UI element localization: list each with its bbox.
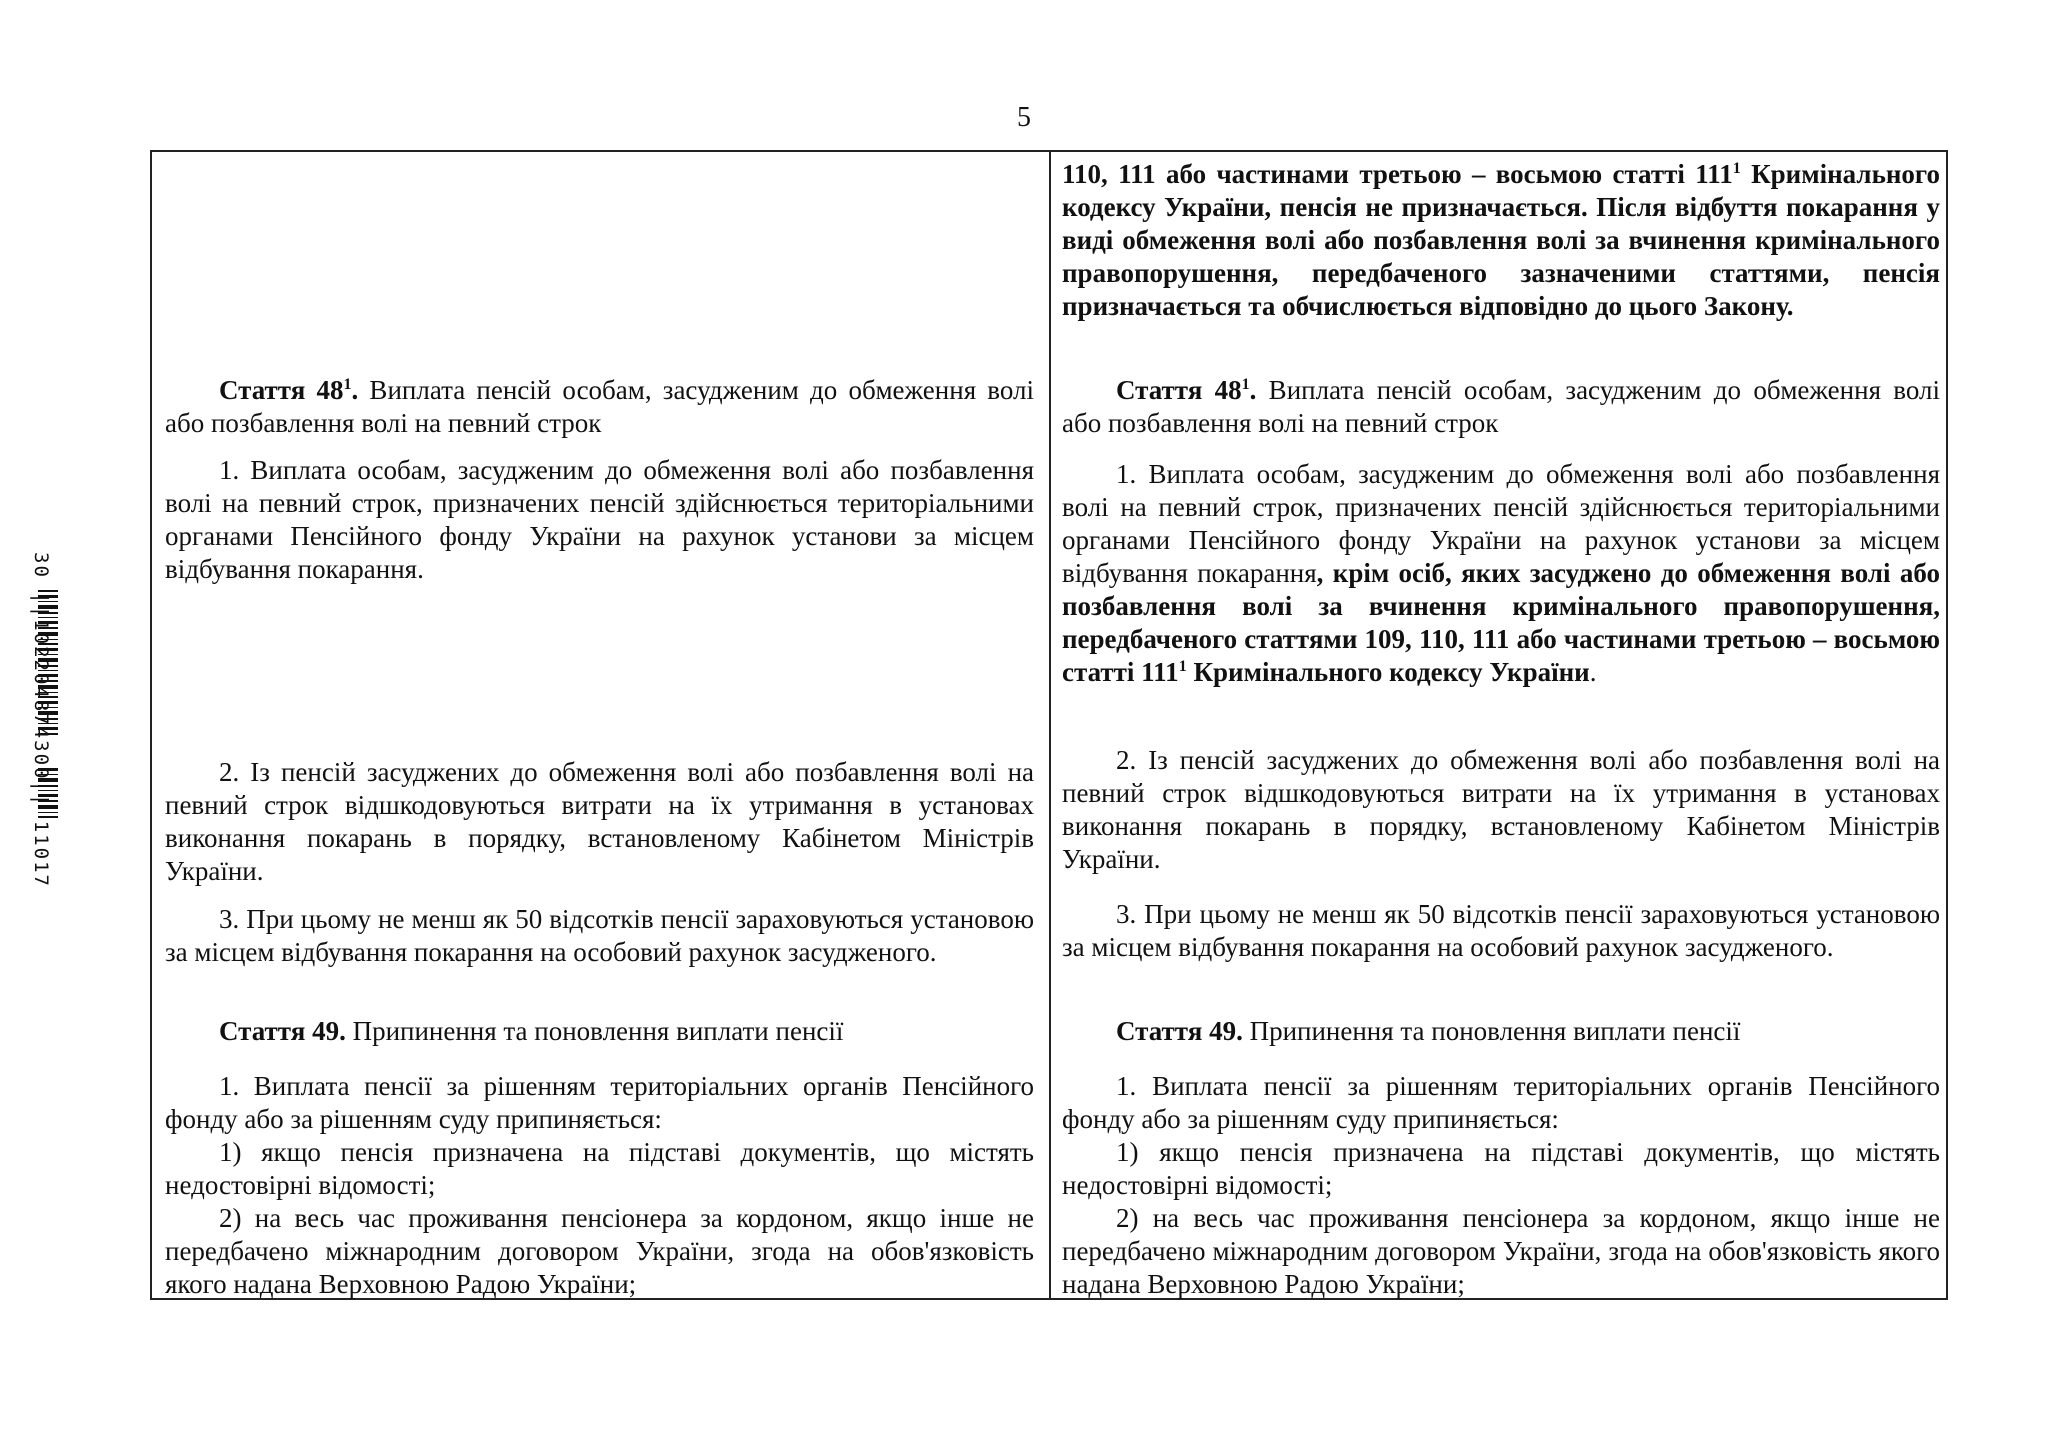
right-article-49-heading: Стаття 49. Припинення та поновлення виплати пенсії: [1116, 1016, 1741, 1046]
page-number: 5: [1017, 102, 1031, 133]
right-article-48-1-p1: 1. Виплата особам, засудженим до обмеження волі або позбавлення волі на певний строк, призначених пенсій здійснюється територіальними органами Пенсійного фонду України на рахунок установи за місцем відбування покарання, крім осіб, яких засуджено до обмеження волі або позбавлення волі за вчинення кримінального правопорушення, передбаченого статтями 109, 110, 111 або частинами третьою – восьмою статті $111^1$ Кримінального кодексу України.: [1062, 459, 1940, 687]
barcode-code: 30 ||102204874300|| 11017: [30, 552, 52, 888]
comparison-table: [150, 150, 1948, 1300]
left-article-48-1-p3: 3. При цьому не менш як 50 відсотків пенсії зараховуються установою за місцем відбування покарання на особовий рахунок засудженого.: [165, 904, 1034, 967]
left-article-49-heading: Стаття 49. Припинення та поновлення виплати пенсії: [219, 1016, 844, 1046]
left-article-48-1-p1: 1. Виплата особам, засудженим до обмеження волі або позбавлення волі на певний строк, призначених пенсій здійснюється територіальними органами Пенсійного фонду України на рахунок установи за місцем відбування покарання.: [165, 455, 1034, 584]
column-divider: [1049, 152, 1051, 1298]
right-continuation: 110, 111 або частинами третьою – восьмою статті $111^1$ Кримінального кодексу України, пенсія не призначається. Після відбуття покарання у виді обмеження волі або позбавлення волі за вчинення кримінального правопорушення, передбаченого зазначеними статтями, пенсія призначається та обчислюється відповідно до цього Закону.: [1062, 159, 1940, 321]
left-article-48-1-heading: Стаття $48^1$. Виплата пенсій особам, засудженим до обмеження волі або позбавлення волі на певний строк: [165, 375, 1034, 438]
right-article-49-body: 1. Виплата пенсії за рішенням територіальних органів Пенсійного фонду або за рішенням суду припиняється: 1) якщо пенсія призначена на підставі документів, що містять недостовірні відомості; 2) на весь час проживання пенсіонера за кордоном, якщо інше не передбачено міжнародним договором України, згода на обов'язковість якого надана Верховною Радою України;: [1062, 1071, 1940, 1299]
right-article-48-1-p2: 2. Із пенсій засуджених до обмеження волі або позбавлення волі на певний строк відшкодовуються витрати на їх утримання в установах виконання покарань в порядку, встановленому Кабінетом Міністрів України.: [1062, 745, 1940, 874]
right-article-48-1-p3: 3. При цьому не менш як 50 відсотків пенсії зараховуються установою за місцем відбування покарання на особовий рахунок засудженого.: [1062, 899, 1940, 962]
left-article-48-1-p2: 2. Із пенсій засуджених до обмеження волі або позбавлення волі на певний строк відшкодовуються витрати на їх утримання в установах виконання покарань в порядку, встановленому Кабінетом Міністрів України.: [165, 757, 1034, 886]
right-article-48-1-heading: Стаття $48^1$. Виплата пенсій особам, засудженим до обмеження волі або позбавлення волі на певний строк: [1062, 375, 1940, 438]
left-article-49-body: 1. Виплата пенсії за рішенням територіальних органів Пенсійного фонду або за рішенням суду припиняється: 1) якщо пенсія призначена на підставі документів, що містять недостовірні відомості; 2) на весь час проживання пенсіонера за кордоном, якщо інше не передбачено міжнародним договором України, згода на обов'язковість якого надана Верховною Радою України;: [165, 1071, 1034, 1299]
